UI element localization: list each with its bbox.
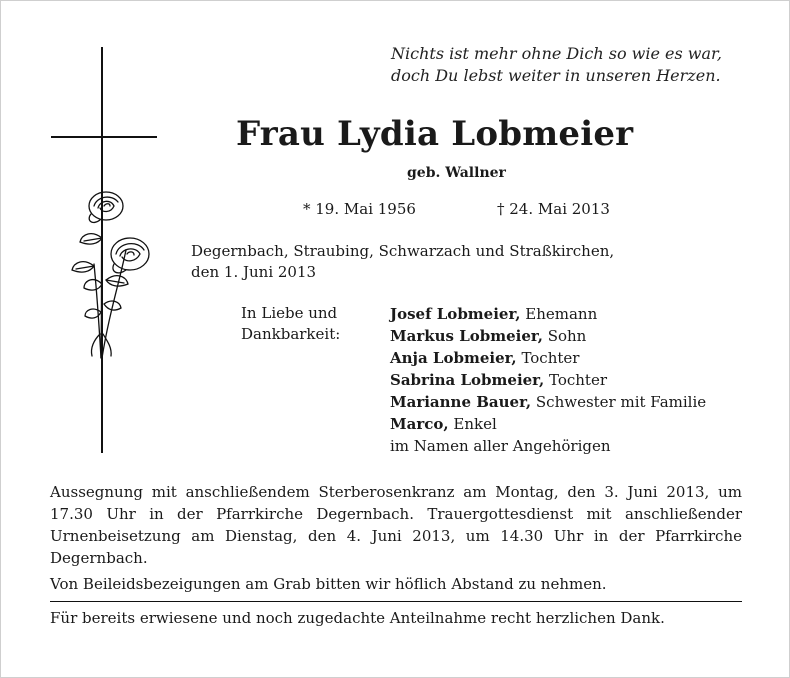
mourner-name: Anja Lobmeier, bbox=[390, 349, 517, 367]
mourners-label-line-2: Dankbarkeit: bbox=[241, 325, 341, 343]
motto bbox=[391, 43, 722, 87]
cross-bar bbox=[51, 136, 157, 138]
mourners-label-line-1: In Liebe und bbox=[241, 304, 338, 322]
thanks-text: Für bereits erwiesene und noch zugedachte Anteilnahme recht herzlichen Dank. bbox=[50, 609, 665, 627]
deceased-name: Frau Lydia Lobmeier bbox=[236, 114, 634, 154]
mourners-closing: im Namen aller Angehörigen bbox=[390, 437, 611, 455]
places bbox=[191, 241, 614, 283]
divider bbox=[50, 601, 742, 602]
mourner-name: Marco, bbox=[390, 415, 449, 433]
motto-line-1: Nichts ist mehr ohne Dich so wie es war, bbox=[391, 44, 722, 63]
condolence-note: Von Beileidsbezeigungen am Grab bitten wir höflich Abstand zu nehmen. bbox=[50, 575, 607, 593]
service-text: Aussegnung mit anschließendem Sterberosenkranz am Montag, den 3. Juni 2013, um 17.30 Uhr in der Pfarrkirche Degernbach. Trauergottesdienst mit anschließender Urnenbeisetzung am Dienstag, den 4. Juni 2013, um 14.30 Uhr in der Pfarrkirche Degernbach. bbox=[50, 483, 742, 567]
mourner-name: Josef Lobmeier, bbox=[390, 305, 521, 323]
mourner-row bbox=[390, 303, 706, 325]
mourner-relation: Sohn bbox=[547, 327, 587, 345]
places-date: den 1. Juni 2013 bbox=[191, 263, 317, 281]
mourner-relation: Tochter bbox=[521, 349, 580, 367]
mourner-row bbox=[390, 347, 706, 369]
mourner-name: Marianne Bauer, bbox=[390, 393, 532, 411]
places-line-1: Degernbach, Straubing, Schwarzach und Straßkirchen, bbox=[191, 242, 615, 260]
mourner-row bbox=[390, 369, 706, 391]
death-date: † 24. Mai 2013 bbox=[497, 200, 610, 218]
mourner-row bbox=[390, 391, 706, 413]
mourner-relation: Ehemann bbox=[525, 305, 598, 323]
mourner-row bbox=[390, 325, 706, 347]
roses-icon bbox=[64, 184, 160, 360]
mourner-relation: Enkel bbox=[453, 415, 497, 433]
maiden-name: geb. Wallner bbox=[407, 165, 506, 181]
mourner-relation: Schwester mit Familie bbox=[535, 393, 707, 411]
mourners-label bbox=[241, 303, 340, 345]
mourner-name: Markus Lobmeier, bbox=[390, 327, 543, 345]
mourners-list bbox=[390, 303, 706, 457]
mourner-name: Sabrina Lobmeier, bbox=[390, 371, 545, 389]
mourner-row bbox=[390, 413, 706, 435]
service-info bbox=[50, 481, 742, 595]
mourner-relation: Tochter bbox=[549, 371, 608, 389]
motto-line-2: doch Du lebst weiter in unseren Herzen. bbox=[391, 66, 721, 85]
birth-date: * 19. Mai 1956 bbox=[303, 200, 416, 218]
